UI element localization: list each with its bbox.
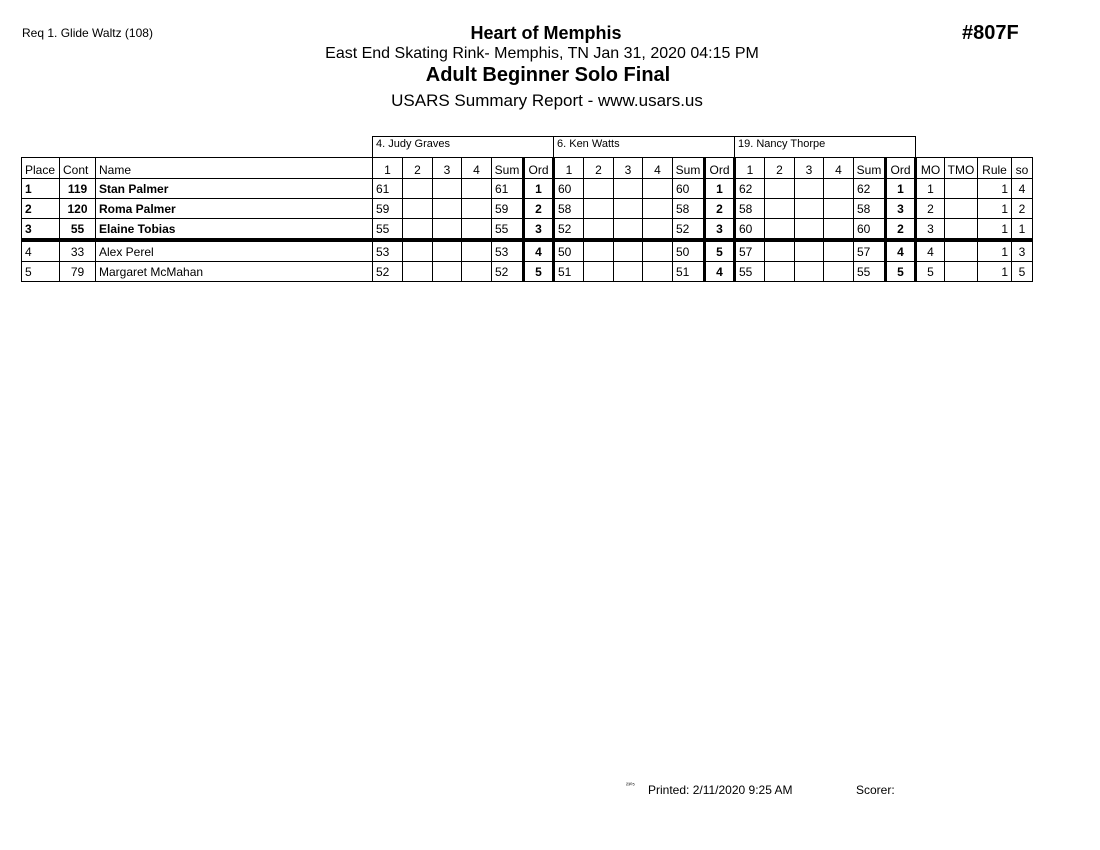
mo-cell: 5 bbox=[916, 262, 945, 282]
ordinal-cell: 2 bbox=[886, 219, 916, 241]
rule-cell: 1 bbox=[978, 199, 1012, 219]
so-cell: 1 bbox=[1012, 219, 1033, 241]
score-1-cell: 61 bbox=[373, 179, 403, 199]
ordinal-cell: 3 bbox=[705, 219, 735, 241]
col-header-sum: Sum bbox=[673, 158, 705, 179]
score-3-cell bbox=[614, 219, 643, 241]
sum-cell: 51 bbox=[673, 262, 705, 282]
mo-cell: 1 bbox=[916, 179, 945, 199]
ordinal-cell: 3 bbox=[886, 199, 916, 219]
ordinal-cell: 1 bbox=[524, 179, 554, 199]
contestant-number-cell: 119 bbox=[60, 179, 96, 199]
ordinal-cell: 2 bbox=[524, 199, 554, 219]
venue-line: East End Skating Rink- Memphis, TN Jan 31, 2020 04:15 PM bbox=[325, 45, 759, 62]
score-1-cell: 50 bbox=[554, 240, 584, 262]
col-header-score-2: 2 bbox=[403, 158, 433, 179]
place-cell: 5 bbox=[22, 262, 60, 282]
sum-cell: 52 bbox=[673, 219, 705, 241]
event-code: #807F bbox=[962, 22, 1019, 44]
score-4-cell bbox=[462, 262, 492, 282]
ordinal-cell: 3 bbox=[524, 219, 554, 241]
score-3-cell bbox=[795, 262, 824, 282]
contestant-number-cell: 120 bbox=[60, 199, 96, 219]
score-3-cell bbox=[795, 219, 824, 241]
col-header-score-4: 4 bbox=[643, 158, 673, 179]
score-1-cell: 60 bbox=[735, 219, 765, 241]
score-4-cell bbox=[643, 219, 673, 241]
score-2-cell bbox=[765, 199, 795, 219]
score-1-cell: 53 bbox=[373, 240, 403, 262]
tmo-cell bbox=[945, 179, 978, 199]
requirement-label: Req 1. Glide Waltz (108) bbox=[22, 26, 153, 40]
score-4-cell bbox=[643, 199, 673, 219]
col-header-score-2: 2 bbox=[765, 158, 795, 179]
col-header-place: Place bbox=[22, 158, 60, 179]
sum-cell: 62 bbox=[854, 179, 886, 199]
tmo-cell bbox=[945, 199, 978, 219]
sum-cell: 55 bbox=[492, 219, 524, 241]
place-cell: 3 bbox=[22, 219, 60, 241]
col-header-ord: Ord bbox=[524, 158, 554, 179]
mo-cell: 3 bbox=[916, 219, 945, 241]
score-4-cell bbox=[462, 219, 492, 241]
score-1-cell: 62 bbox=[735, 179, 765, 199]
score-2-cell bbox=[584, 262, 614, 282]
skater-name-cell: Margaret McMahan bbox=[96, 262, 373, 282]
place-cell: 1 bbox=[22, 179, 60, 199]
event-name: Adult Beginner Solo Final bbox=[425, 64, 671, 86]
place-cell: 4 bbox=[22, 240, 60, 262]
col-header-mo: MO bbox=[916, 158, 945, 179]
score-3-cell bbox=[614, 179, 643, 199]
col-header-score-3: 3 bbox=[433, 158, 462, 179]
score-3-cell bbox=[433, 179, 462, 199]
score-4-cell bbox=[643, 240, 673, 262]
score-3-cell bbox=[433, 219, 462, 241]
ordinal-cell: 4 bbox=[886, 240, 916, 262]
ordinal-cell: 4 bbox=[705, 262, 735, 282]
score-4-cell bbox=[824, 179, 854, 199]
score-1-cell: 52 bbox=[554, 219, 584, 241]
score-1-cell: 51 bbox=[554, 262, 584, 282]
table-row bbox=[22, 262, 1033, 282]
mo-cell: 2 bbox=[916, 199, 945, 219]
col-header-score-3: 3 bbox=[795, 158, 824, 179]
col-header-score-1: 1 bbox=[373, 158, 403, 179]
sum-cell: 58 bbox=[854, 199, 886, 219]
score-2-cell bbox=[765, 262, 795, 282]
score-4-cell bbox=[824, 262, 854, 282]
sum-cell: 55 bbox=[854, 262, 886, 282]
sum-cell: 61 bbox=[492, 179, 524, 199]
score-3-cell bbox=[795, 240, 824, 262]
ordinal-cell: 2 bbox=[705, 199, 735, 219]
score-4-cell bbox=[643, 179, 673, 199]
score-3-cell bbox=[433, 262, 462, 282]
score-2-cell bbox=[403, 199, 433, 219]
contestant-number-cell: 79 bbox=[60, 262, 96, 282]
score-2-cell bbox=[584, 240, 614, 262]
score-4-cell bbox=[824, 219, 854, 241]
col-header-score-4: 4 bbox=[824, 158, 854, 179]
col-header-ord: Ord bbox=[705, 158, 735, 179]
col-header-name: Name bbox=[96, 158, 373, 179]
score-2-cell bbox=[765, 219, 795, 241]
col-header-sum: Sum bbox=[854, 158, 886, 179]
score-1-cell: 59 bbox=[373, 199, 403, 219]
rule-cell: 1 bbox=[978, 219, 1012, 241]
table-row bbox=[22, 199, 1033, 219]
score-4-cell bbox=[462, 199, 492, 219]
skater-name-cell: Elaine Tobias bbox=[96, 219, 373, 241]
judge-name: 4. Judy Graves bbox=[373, 137, 554, 158]
tmo-cell bbox=[945, 219, 978, 241]
score-2-cell bbox=[584, 199, 614, 219]
printed-timestamp: Printed: 2/11/2020 9:25 AM bbox=[648, 783, 793, 797]
ordinal-cell: 4 bbox=[524, 240, 554, 262]
score-3-cell bbox=[614, 240, 643, 262]
so-cell: 4 bbox=[1012, 179, 1033, 199]
mo-cell: 4 bbox=[916, 240, 945, 262]
score-3-cell bbox=[433, 199, 462, 219]
sum-cell: 50 bbox=[673, 240, 705, 262]
score-3-cell bbox=[614, 262, 643, 282]
contestant-number-cell: 33 bbox=[60, 240, 96, 262]
col-header-score-2: 2 bbox=[584, 158, 614, 179]
judge-name: 19. Nancy Thorpe bbox=[735, 137, 916, 158]
place-cell: 2 bbox=[22, 199, 60, 219]
score-4-cell bbox=[462, 240, 492, 262]
score-3-cell bbox=[433, 240, 462, 262]
sum-cell: 60 bbox=[854, 219, 886, 241]
ordinal-cell: 5 bbox=[524, 262, 554, 282]
rule-cell: 1 bbox=[978, 179, 1012, 199]
sum-cell: 59 bbox=[492, 199, 524, 219]
score-1-cell: 55 bbox=[735, 262, 765, 282]
competition-title: Heart of Memphis bbox=[470, 23, 622, 43]
report-id-mark: ²³⁰⁵ bbox=[626, 783, 635, 789]
sum-cell: 52 bbox=[492, 262, 524, 282]
score-1-cell: 58 bbox=[554, 199, 584, 219]
results-table bbox=[21, 136, 1033, 282]
judge-name: 6. Ken Watts bbox=[554, 137, 735, 158]
score-2-cell bbox=[584, 219, 614, 241]
score-3-cell bbox=[795, 179, 824, 199]
score-2-cell bbox=[765, 240, 795, 262]
sum-cell: 58 bbox=[673, 199, 705, 219]
tmo-cell bbox=[945, 262, 978, 282]
table-row bbox=[22, 179, 1033, 199]
sum-cell: 60 bbox=[673, 179, 705, 199]
col-header-score-3: 3 bbox=[614, 158, 643, 179]
col-header-score-1: 1 bbox=[554, 158, 584, 179]
table-row bbox=[22, 240, 1033, 262]
col-header-so: so bbox=[1012, 158, 1033, 179]
skater-name-cell: Roma Palmer bbox=[96, 199, 373, 219]
score-3-cell bbox=[614, 199, 643, 219]
score-2-cell bbox=[403, 179, 433, 199]
score-1-cell: 57 bbox=[735, 240, 765, 262]
so-cell: 2 bbox=[1012, 199, 1033, 219]
score-4-cell bbox=[824, 199, 854, 219]
ordinal-cell: 1 bbox=[886, 179, 916, 199]
score-1-cell: 60 bbox=[554, 179, 584, 199]
score-4-cell bbox=[462, 179, 492, 199]
contestant-number-cell: 55 bbox=[60, 219, 96, 241]
score-2-cell bbox=[403, 262, 433, 282]
sum-cell: 57 bbox=[854, 240, 886, 262]
rule-cell: 1 bbox=[978, 240, 1012, 262]
score-1-cell: 58 bbox=[735, 199, 765, 219]
col-header-score-4: 4 bbox=[462, 158, 492, 179]
score-3-cell bbox=[795, 199, 824, 219]
col-header-cont: Cont bbox=[60, 158, 96, 179]
report-title: USARS Summary Report - www.usars.us bbox=[391, 91, 703, 110]
score-4-cell bbox=[643, 262, 673, 282]
col-header-sum: Sum bbox=[492, 158, 524, 179]
score-1-cell: 55 bbox=[373, 219, 403, 241]
so-cell: 5 bbox=[1012, 262, 1033, 282]
score-4-cell bbox=[824, 240, 854, 262]
score-2-cell bbox=[403, 219, 433, 241]
ordinal-cell: 5 bbox=[886, 262, 916, 282]
column-header-row bbox=[22, 158, 1033, 179]
ordinal-cell: 5 bbox=[705, 240, 735, 262]
score-1-cell: 52 bbox=[373, 262, 403, 282]
table-row bbox=[22, 219, 1033, 241]
col-header-ord: Ord bbox=[886, 158, 916, 179]
score-2-cell bbox=[584, 179, 614, 199]
judge-header-row bbox=[22, 137, 1033, 158]
ordinal-cell: 1 bbox=[705, 179, 735, 199]
so-cell: 3 bbox=[1012, 240, 1033, 262]
scorer-label: Scorer: bbox=[856, 783, 895, 797]
rule-cell: 1 bbox=[978, 262, 1012, 282]
skater-name-cell: Stan Palmer bbox=[96, 179, 373, 199]
score-2-cell bbox=[403, 240, 433, 262]
col-header-rule: Rule bbox=[978, 158, 1012, 179]
col-header-tmo: TMO bbox=[945, 158, 978, 179]
sum-cell: 53 bbox=[492, 240, 524, 262]
skater-name-cell: Alex Perel bbox=[96, 240, 373, 262]
tmo-cell bbox=[945, 240, 978, 262]
score-2-cell bbox=[765, 179, 795, 199]
col-header-score-1: 1 bbox=[735, 158, 765, 179]
